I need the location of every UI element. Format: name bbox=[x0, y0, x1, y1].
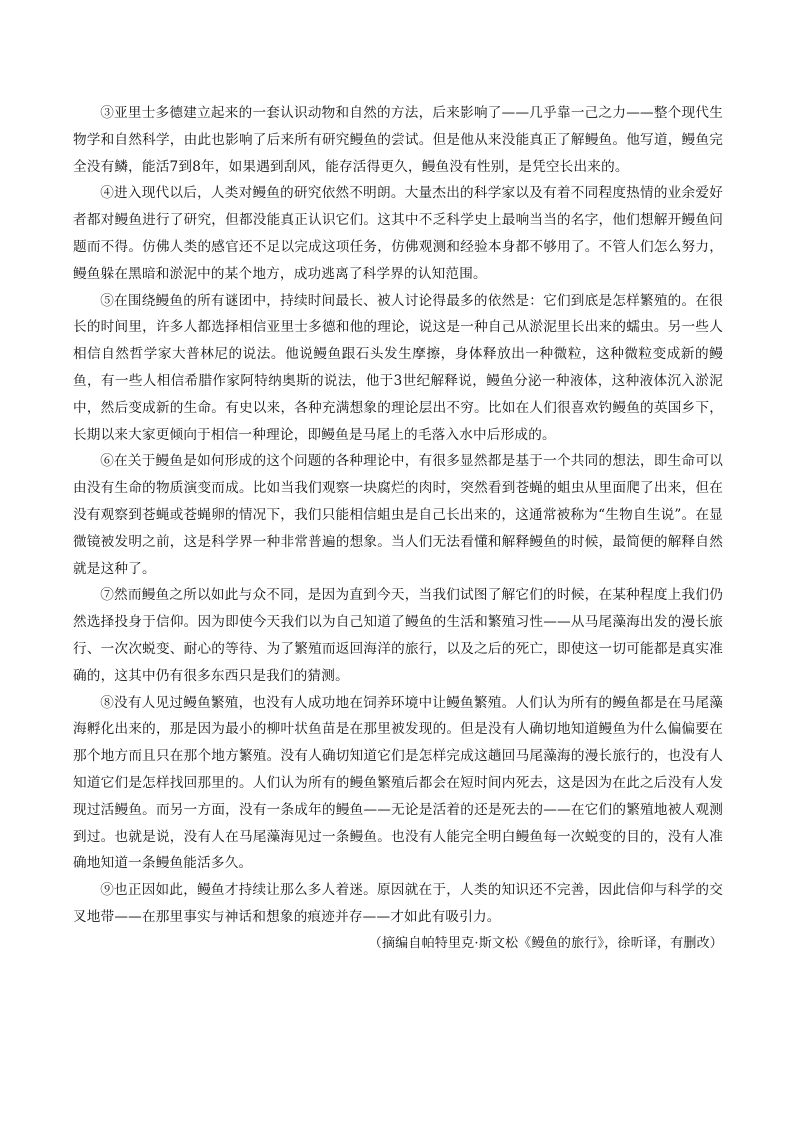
paragraph-4: ④进入现代以后，人类对鳗鱼的研究依然不明朗。大量杰出的科学家以及有着不同程度热情的业余爱好者都对鳗鱼进行了研究，但都没能真正认识它们。这其中不乏科学史上最响当当的名字，他们想解开鳗鱼问题而不得。仿佛人类的感官还不足以完成这项任务，仿佛观测和经验本身都不够用了。不管人们怎么努力，鳗鱼躲在黑暗和淤泥中的某个地方，成功逃离了科学界的认知范围。 bbox=[73, 185, 723, 282]
paragraph-3: ③亚里士多德建立起来的一套认识动物和自然的方法，后来影响了——几乎靠一己之力——整个现代生物学和自然科学，由此也影响了后来所有研究鳗鱼的尝试。但是他从来没能真正了解鳗鱼。他写道，鳗鱼完全没有鳞，能活7到8年，如果遇到刮风，能存活得更久，鳗鱼没有性别，是凭空长出来的。 bbox=[73, 105, 723, 175]
paragraph-5: ⑤在围绕鳗鱼的所有谜团中，持续时间最长、被人讨论得最多的依然是：它们到底是怎样繁殖的。在很长的时间里，许多人都选择相信亚里士多德和他的理论，说这是一种自己从淤泥里长出来的蠕虫。另一些人相信自然哲学家大普林尼的说法。他说鳗鱼跟石头发生摩擦，身体释放出一种微粒，这种微粒变成新的鳗鱼，有一些人相信希腊作家阿特纳奥斯的说法，他于3世纪解释说，鳗鱼分泌一种液体，这种液体沉入淤泥中，然后变成新的生命。有史以来，各种充满想象的理论层出不穷。比如在人们很喜欢钓鳗鱼的英国乡下，长期以来大家更倾向于相信一种理论，即鳗鱼是马尾上的毛落入水中后形成的。 bbox=[73, 292, 723, 443]
paragraph-7: ⑦然而鳗鱼之所以如此与众不同，是因为直到今天，当我们试图了解它们的时候，在某种程度上我们仍然选择投身于信仰。因为即使今天我们以为自己知道了鳗鱼的生活和繁殖习性——从马尾藻海出发的漫长旅行、一次次蜕变、耐心的等待、为了繁殖而返回海洋的旅行，以及之后的死亡，即使这一切可能都是真实准确的，这其中仍有很多东西只是我们的猜测。 bbox=[73, 587, 723, 684]
paragraph-6: ⑥在关于鳗鱼是如何形成的这个问题的各种理论中，有很多显然都是基于一个共同的想法，即生命可以由没有生命的物质演变而成。比如当我们观察一块腐烂的肉时，突然看到苍蝇的蛆虫从里面爬了出来，但在没有观察到苍蝇或苍蝇卵的情况下，我们只能相信蛆虫是自己长出来的，这通常被称为“生物自生说”。在显微镜被发明之前，这是科学界一种非常普遍的想象。当人们无法看懂和解释鳗鱼的时候，最简便的解释自然就是这种了。 bbox=[73, 453, 723, 577]
paragraph-8: ⑧没有人见过鳗鱼繁殖，也没有人成功地在饲养环境中让鳗鱼繁殖。人们认为所有的鳗鱼都是在马尾藻海孵化出来的，那是因为最小的柳叶状鱼苗是在那里被发现的。但是没有人确切地知道鳗鱼为什么偏偏要在那个地方而且只在那个地方繁殖。没有人确切知道它们是怎样完成这趟回马尾藻海的漫长旅行的，也没有人知道它们是怎样找回那里的。人们认为所有的鳗鱼繁殖后都会在短时间内死去，这是因为在此之后没有人发现过活鳗鱼。而另一方面，没有一条成年的鳗鱼——无论是活着的还是死去的——在它们的繁殖地被人观测到过。也就是说，没有人在马尾藻海见过一条鳗鱼。也没有人能完全明白鳗鱼每一次蜕变的目的，没有人准确地知道一条鳗鱼能活多久。 bbox=[73, 694, 723, 872]
article-body bbox=[73, 100, 723, 958]
paragraph-9: ⑨也正因如此，鳗鱼才持续让那么多人着迷。原因就在于，人类的知识还不完善，因此信仰与科学的交叉地带——在那里事实与神话和想象的痕迹并存——才如此有吸引力。 bbox=[73, 882, 723, 925]
source-citation: （摘编自帕特里克·斯文松《鳗鱼的旅行》，徐昕译，有删改） bbox=[368, 935, 723, 951]
